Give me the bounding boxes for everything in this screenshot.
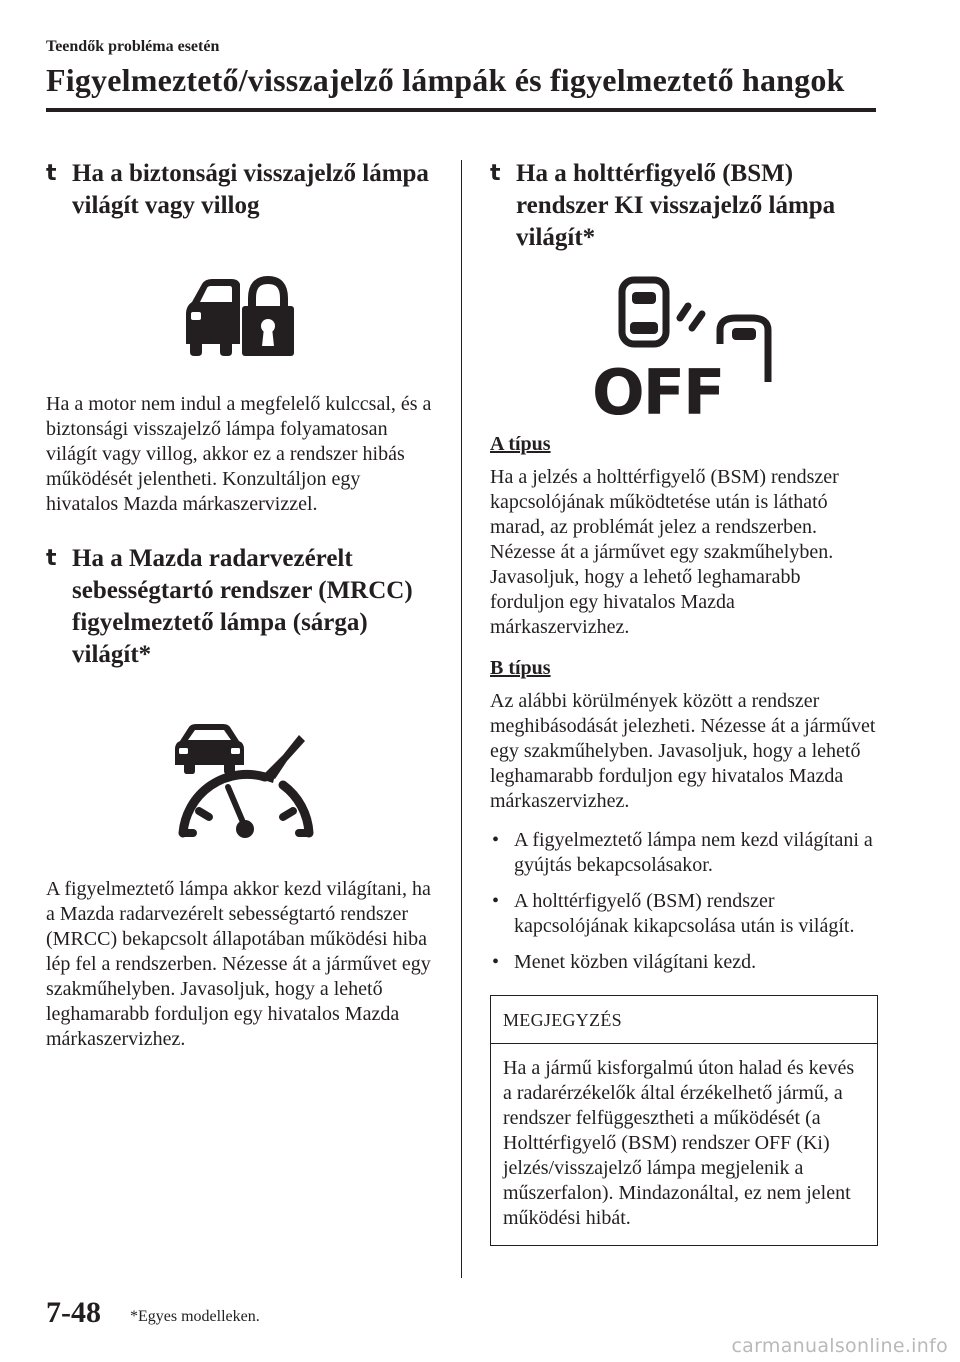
bullet-dot: •: [492, 951, 500, 973]
mrcc-heading: [46, 543, 434, 671]
footnote: *Egyes modelleken.: [130, 1308, 260, 1325]
mrcc-heading-text: Ha a Mazda radarvezérelt sebességtartó rendszer (MRCC) figyelmeztető lámpa (sárga) világít*: [72, 545, 413, 668]
bullet-text: Menet közben világítani kezd.: [514, 951, 757, 973]
chapter-label: Teendők probléma esetén: [46, 38, 220, 55]
section-marker: t: [490, 161, 501, 186]
note-body: Ha a jármű kisforgalmú úton halad és kevés a radarérzékelők által érzékelhető jármű, a rendszer felfüggesztheti a működését (a Holttérfigyelő (BSM) rendszer OFF (Ki) jelzés/visszajelző lámpa megjelenik a műszerfalon). Mindazonáltal, ez nem jelent működési hibát.: [503, 1057, 855, 1229]
section-marker: t: [46, 546, 57, 571]
page-number: 7-48: [46, 1296, 101, 1329]
type-b-bullet-list: [490, 828, 878, 975]
mrcc-icon-wrap: [46, 721, 434, 841]
bullet-dot: •: [492, 890, 500, 912]
list-item: [490, 828, 878, 878]
mrcc-warning-icon: [165, 721, 315, 841]
type-a-text: Ha a jelzés a holttérfigyelő (BSM) rendszer kapcsolójának működtetése után is látható marad, az problémát jelez a rendszerben. Nézesse át a járművet egy szakműhelyben. Javasoljuk, hogy a lehető leghamarabb forduljon egy hivatalos Mazda márkaszervizhez.: [490, 466, 839, 638]
bsm-heading: [490, 158, 878, 254]
title-rule: [46, 108, 876, 112]
bullet-dot: •: [492, 829, 500, 851]
bsm-off-icon: [584, 272, 784, 422]
security-section: [46, 158, 434, 517]
mrcc-section: [46, 543, 434, 1052]
watermark: carmanualsonline.info: [731, 1335, 948, 1357]
type-a-label: A típus: [490, 433, 551, 455]
bsm-icon-wrap: [490, 272, 878, 422]
section-marker: t: [46, 161, 57, 186]
note-title: MEGJEGYZÉS: [491, 996, 877, 1044]
type-b-label: B típus: [490, 657, 551, 679]
bsm-icon-off-text: OFF: [592, 356, 724, 422]
security-icon-wrap: [46, 274, 434, 364]
bullet-text: A holttérfigyelő (BSM) rendszer kapcsolójának kikapcsolása után is világít.: [514, 890, 855, 937]
security-heading: [46, 158, 434, 222]
type-b-text: Az alábbi körülmények között a rendszer meghibásodását jelezheti. Nézesse át a járművet egy szakműhelyben. Javasoljuk, hogy a lehető leghamarabb forduljon egy hivatalos Mazda márkaszervizhez.: [490, 690, 876, 812]
security-heading-text: Ha a biztonsági visszajelző lámpa világít vagy villog: [72, 160, 429, 219]
note-box: [490, 995, 878, 1246]
security-text: Ha a motor nem indul a megfelelő kulccsal, és a biztonsági visszajelző lámpa folyamatosan világít vagy villog, akkor ez a rendszer hibás működését jelentheti. Konzultáljon egy hivatalos Mazda márkaszervizzel.: [46, 393, 432, 515]
column-divider: [461, 160, 462, 1278]
list-item: [490, 889, 878, 939]
bullet-text: A figyelmeztető lámpa nem kezd világítani a gyújtás bekapcsolásakor.: [514, 829, 873, 876]
page-title: Figyelmeztető/visszajelző lámpák és figyelmeztető hangok: [46, 62, 845, 98]
left-column: [46, 158, 434, 1052]
bsm-heading-text: Ha a holttérfigyelő (BSM) rendszer KI visszajelző lámpa világít*: [516, 160, 836, 251]
mrcc-text: A figyelmeztető lámpa akkor kezd világítani, ha a Mazda radarvezérelt sebességtartó rendszer (MRCC) bekapcsolt állapotában működési hiba lép fel a rendszerben. Nézesse át a járművet egy szakműhelyben. Javasoljuk, hogy a lehető leghamarabb forduljon egy hivatalos Mazda márkaszervizhez.: [46, 878, 431, 1050]
list-item: [490, 950, 878, 975]
right-column: [490, 158, 878, 1246]
car-lock-icon: [180, 274, 300, 364]
